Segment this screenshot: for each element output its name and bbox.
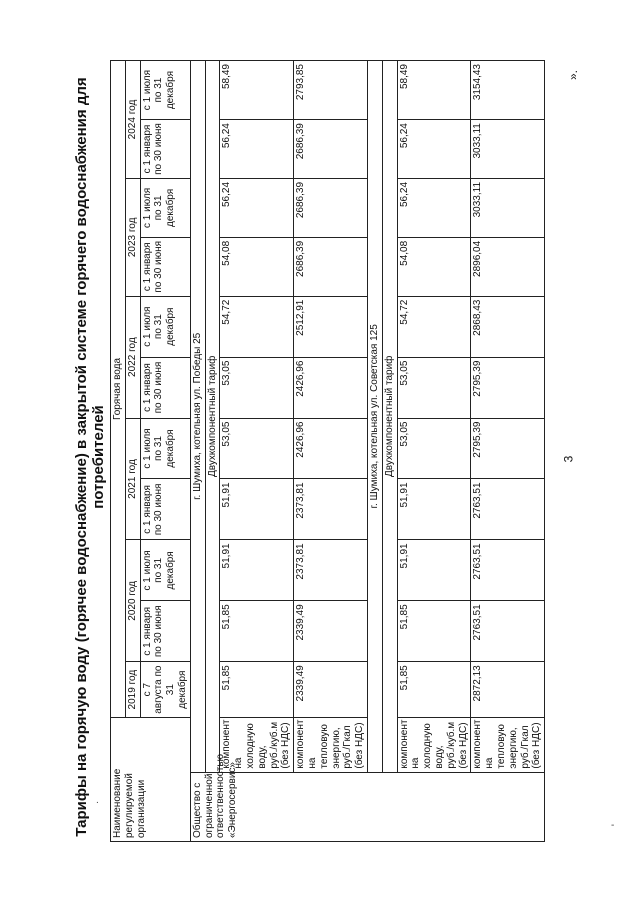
period-header: с 1 июля по 31 декабря xyxy=(140,540,190,601)
tariff-value: 2763,51 xyxy=(471,601,545,662)
tariff-value: 2426,96 xyxy=(294,418,368,479)
period-header: с 1 января по 30 июня xyxy=(140,357,190,418)
year-header: 2019 год xyxy=(125,662,140,718)
tariff-table xyxy=(110,60,545,842)
table-row xyxy=(220,61,294,842)
year-header: 2020 год xyxy=(125,540,140,662)
row-label: компонент на холодную воду, руб./куб.м (без НДС) xyxy=(397,717,471,772)
tariff-value: 2426,96 xyxy=(294,357,368,418)
tariff-value: 2795,39 xyxy=(471,357,545,418)
closing-quote: ». xyxy=(566,69,581,81)
period-header: с 1 июля по 31 декабря xyxy=(140,178,190,237)
period-header: с 1 июля по 31 декабря xyxy=(140,61,190,120)
table-row xyxy=(294,61,368,842)
location-row xyxy=(367,61,382,842)
tariff-value: 53,05 xyxy=(397,418,471,479)
tariff-value: 2339,49 xyxy=(294,601,368,662)
tariff-value: 3033,11 xyxy=(471,120,545,179)
location-label: г. Шумиха, котельная ул. Победы 25 xyxy=(190,61,205,773)
row-label: компонент на холодную воду, руб./куб.м (без НДС) xyxy=(220,717,294,772)
tariff-value: 2686,39 xyxy=(294,178,368,237)
year-header: 2024 год xyxy=(125,61,140,179)
tariff-value: 2373,81 xyxy=(294,479,368,540)
tariff-value: 54,72 xyxy=(220,296,294,357)
period-header: с 1 января по 30 июня xyxy=(140,479,190,540)
table-row xyxy=(397,61,471,842)
tariff-value: 54,72 xyxy=(397,296,471,357)
stray-mark: . xyxy=(96,795,99,806)
tariff-value: 2868,43 xyxy=(471,296,545,357)
tariff-value: 3154,43 xyxy=(471,61,545,120)
org-column-header: Наименование регулируемой организации xyxy=(111,717,191,841)
tariff-value: 53,05 xyxy=(397,357,471,418)
location-label: г. Шумиха, котельная ул. Советская 125 xyxy=(367,61,382,773)
tariff-value: 53,05 xyxy=(220,357,294,418)
tariff-value: 2763,51 xyxy=(471,479,545,540)
row-label: компонент на тепловую энергию, руб./Гкал (без НДС) xyxy=(294,717,368,772)
tariff-table-container xyxy=(110,60,543,842)
tariff-value: 54,08 xyxy=(397,237,471,296)
tariff-value: 2793,85 xyxy=(294,61,368,120)
period-header: с 1 января по 30 июня xyxy=(140,120,190,179)
tariff-value: 58,49 xyxy=(220,61,294,120)
tariff-value: 51,91 xyxy=(397,479,471,540)
tariff-value: 58,49 xyxy=(397,61,471,120)
tariff-value: 2339,49 xyxy=(294,662,368,718)
tariff-value: 2686,39 xyxy=(294,237,368,296)
page-number: 3 xyxy=(561,455,576,463)
tariff-value: 2373,81 xyxy=(294,540,368,601)
tariff-type-row xyxy=(382,61,397,842)
period-header: с 1 июля по 31 декабря xyxy=(140,418,190,479)
tariff-value: 2512,91 xyxy=(294,296,368,357)
period-header: с 1 января по 30 июня xyxy=(140,601,190,662)
location-row xyxy=(190,61,205,842)
year-header: 2022 год xyxy=(125,296,140,418)
tariff-value: 3033,11 xyxy=(471,178,545,237)
tariff-value: 51,85 xyxy=(397,601,471,662)
tariff-value: 54,08 xyxy=(220,237,294,296)
tariff-value: 51,85 xyxy=(220,662,294,718)
hot-water-header: Горячая вода xyxy=(111,61,126,718)
organization-name: Общество с ограниченной ответственностью «Энергосервис» xyxy=(190,772,544,841)
tariff-value: 51,85 xyxy=(220,601,294,662)
header-row-group xyxy=(111,61,126,842)
tariff-value: 51,91 xyxy=(397,540,471,601)
tariff-value: 53,05 xyxy=(220,418,294,479)
tariff-value: 56,24 xyxy=(220,120,294,179)
tariff-value: 56,24 xyxy=(397,178,471,237)
period-header: с 1 июля по 31 декабря xyxy=(140,296,190,357)
tariff-value: 2872,13 xyxy=(471,662,545,718)
tariff-value: 51,91 xyxy=(220,479,294,540)
tariff-type-label: Двухкомпонентный тариф xyxy=(205,61,220,773)
period-header: с 7 августа по 31 декабря xyxy=(140,662,190,718)
document-title: Тарифы на горячую воду (горячее водоснабжение) в закрытой системе горячего водоснабжения для потребителей xyxy=(73,77,107,837)
tariff-table-body xyxy=(111,61,545,842)
tariff-value: 2763,51 xyxy=(471,540,545,601)
year-header: 2023 год xyxy=(125,178,140,296)
year-header: 2021 год xyxy=(125,418,140,540)
tariff-value: 56,24 xyxy=(220,178,294,237)
tariff-value: 51,91 xyxy=(220,540,294,601)
stray-mark: - xyxy=(611,820,615,831)
tariff-value: 2896,04 xyxy=(471,237,545,296)
tariff-value: 51,85 xyxy=(397,662,471,718)
period-header: с 1 января по 30 июня xyxy=(140,237,190,296)
table-row xyxy=(471,61,545,842)
tariff-value: 2686,39 xyxy=(294,120,368,179)
row-label: компонент на тепловую энергию, руб./Гкал (без НДС) xyxy=(471,717,545,772)
tariff-type-row xyxy=(205,61,220,842)
tariff-type-label: Двухкомпонентный тариф xyxy=(382,61,397,773)
tariff-value: 56,24 xyxy=(397,120,471,179)
tariff-value: 2795,39 xyxy=(471,418,545,479)
